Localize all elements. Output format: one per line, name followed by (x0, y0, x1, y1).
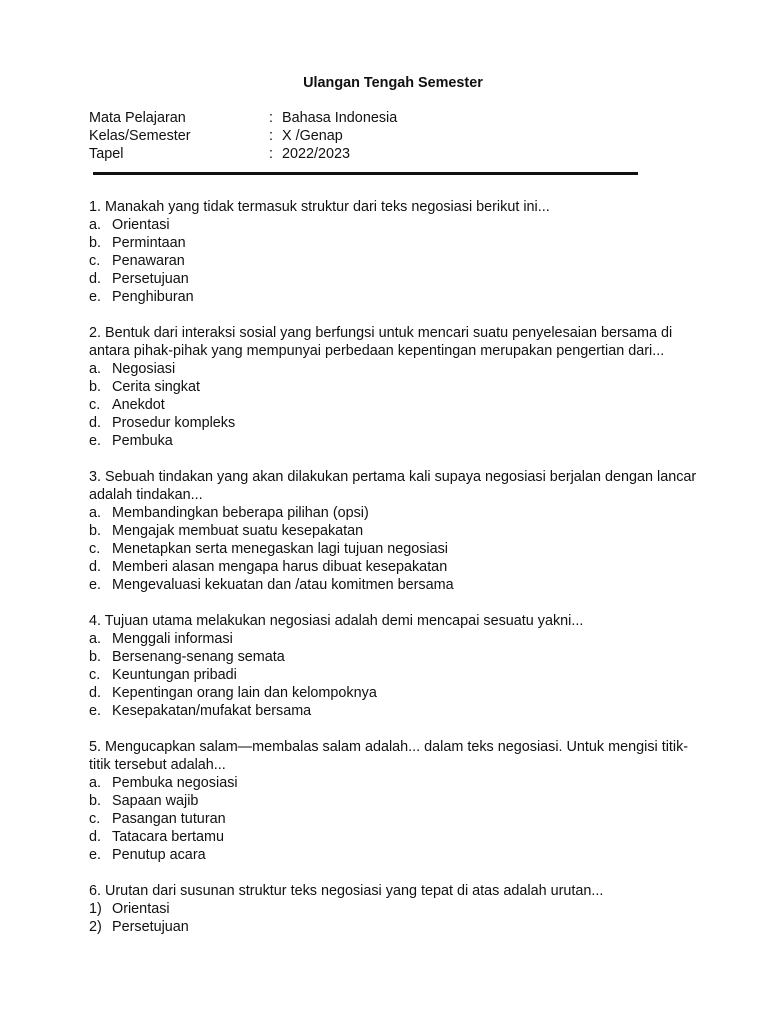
answer-option (89, 810, 699, 828)
option-text: Tatacara bertamu (112, 829, 224, 845)
question-text: 6. Urutan dari susunan struktur teks negosiasi yang tepat di atas adalah urutan... (89, 883, 604, 899)
option-letter: 2) (89, 919, 102, 935)
info-value: 2022/2023 (282, 146, 351, 162)
option-text: Permintaan (112, 235, 186, 251)
question-4 (89, 612, 699, 720)
info-value: Bahasa Indonesia (282, 110, 398, 126)
option-letter: d. (89, 559, 102, 575)
option-text: Persetujuan (112, 271, 189, 287)
option-letter: c. (89, 253, 101, 269)
option-letter: c. (89, 541, 101, 557)
answer-option (89, 792, 699, 810)
option-letter: a. (89, 631, 102, 647)
option-letter: e. (89, 289, 102, 305)
info-label: Tapel (89, 146, 124, 162)
option-text: Orientasi (112, 217, 170, 233)
answer-option (89, 252, 699, 270)
option-text: Penghiburan (112, 289, 194, 305)
answer-option (89, 576, 699, 594)
info-row-subject (89, 109, 397, 127)
option-text: Bersenang-senang semata (112, 649, 285, 665)
option-text: Mengajak membuat suatu kesepakatan (112, 523, 364, 539)
question-text: 5. Mengucapkan salam—membalas salam adalah... dalam teks negosiasi. Untuk mengisi titik-titik tersebut adalah... (89, 739, 689, 773)
option-text: Penutup acara (112, 847, 206, 863)
question-text: 1. Manakah yang tidak termasuk struktur dari teks negosiasi berikut ini... (89, 199, 550, 215)
option-letter: b. (89, 379, 102, 395)
option-text: Negosiasi (112, 361, 176, 377)
page-title: Ulangan Tengah Semester (303, 75, 483, 91)
option-text: Memberi alasan mengapa harus dibuat kesepakatan (112, 559, 448, 575)
option-text: Menggali informasi (112, 631, 233, 647)
option-letter: d. (89, 685, 102, 701)
info-value: X /Genap (282, 128, 343, 144)
answer-option (89, 558, 699, 576)
option-letter: 1) (89, 901, 102, 917)
question-text: 3. Sebuah tindakan yang akan dilakukan pertama kali supaya negosiasi berjalan dengan lancar adalah tindakan... (89, 469, 697, 503)
option-text: Orientasi (112, 901, 170, 917)
answer-option (89, 504, 699, 522)
option-text: Pembuka (112, 433, 173, 449)
option-text: Persetujuan (112, 919, 189, 935)
answer-option (89, 216, 699, 234)
info-label: Mata Pelajaran (89, 110, 186, 126)
info-colon: : (269, 146, 273, 162)
answer-option (89, 360, 699, 378)
answer-option (89, 522, 699, 540)
question-6 (89, 882, 699, 936)
answer-option (89, 288, 699, 306)
answer-option (89, 846, 699, 864)
answer-option (89, 666, 699, 684)
answer-option (89, 396, 699, 414)
answer-option (89, 684, 699, 702)
option-text: Prosedur kompleks (112, 415, 236, 431)
answer-option (89, 270, 699, 288)
answer-option (89, 900, 699, 918)
info-label: Kelas/Semester (89, 128, 191, 144)
option-letter: b. (89, 649, 102, 665)
answer-option (89, 234, 699, 252)
answer-option (89, 540, 699, 558)
info-colon: : (269, 110, 273, 126)
answer-option (89, 702, 699, 720)
answer-option (89, 828, 699, 846)
option-letter: e. (89, 577, 102, 593)
question-3 (89, 468, 699, 594)
answer-option (89, 378, 699, 396)
option-letter: d. (89, 271, 102, 287)
question-5 (89, 738, 699, 864)
option-letter: a. (89, 505, 102, 521)
info-row-year (89, 145, 397, 163)
question-text: 2. Bentuk dari interaksi sosial yang berfungsi untuk mencari suatu penyelesaian bersama di antara pihak-pihak yang mempunyai perbedaan kepentingan merupakan pengertian dari... (89, 325, 673, 359)
option-text: Menetapkan serta menegaskan lagi tujuan negosiasi (112, 541, 449, 557)
option-text: Mengevaluasi kekuatan dan /atau komitmen bersama (112, 577, 454, 593)
answer-option (89, 918, 699, 936)
option-letter: a. (89, 217, 102, 233)
option-text: Anekdot (112, 397, 165, 413)
header-divider (93, 172, 638, 175)
option-letter: a. (89, 361, 102, 377)
option-letter: d. (89, 415, 102, 431)
answer-option (89, 648, 699, 666)
answer-option (89, 432, 699, 450)
option-letter: a. (89, 775, 102, 791)
option-letter: b. (89, 235, 102, 251)
option-letter: e. (89, 703, 102, 719)
option-letter: b. (89, 523, 102, 539)
option-letter: d. (89, 829, 102, 845)
question-list (89, 198, 699, 954)
info-row-class (89, 127, 397, 145)
option-text: Pembuka negosiasi (112, 775, 238, 791)
info-colon: : (269, 128, 273, 144)
option-letter: e. (89, 847, 102, 863)
exam-info (89, 109, 397, 163)
answer-option (89, 774, 699, 792)
option-letter: c. (89, 811, 101, 827)
question-1 (89, 198, 699, 306)
option-letter: e. (89, 433, 102, 449)
option-text: Cerita singkat (112, 379, 200, 395)
option-text: Membandingkan beberapa pilihan (opsi) (112, 505, 369, 521)
option-letter: c. (89, 397, 101, 413)
option-text: Kepentingan orang lain dan kelompoknya (112, 685, 377, 701)
option-text: Keuntungan pribadi (112, 667, 237, 683)
option-text: Penawaran (112, 253, 185, 269)
question-2 (89, 324, 699, 450)
option-text: Sapaan wajib (112, 793, 199, 809)
option-letter: c. (89, 667, 101, 683)
question-text: 4. Tujuan utama melakukan negosiasi adalah demi mencapai sesuatu yakni... (89, 613, 584, 629)
answer-option (89, 630, 699, 648)
option-letter: b. (89, 793, 102, 809)
answer-option (89, 414, 699, 432)
option-text: Pasangan tuturan (112, 811, 226, 827)
option-text: Kesepakatan/mufakat bersama (112, 703, 312, 719)
